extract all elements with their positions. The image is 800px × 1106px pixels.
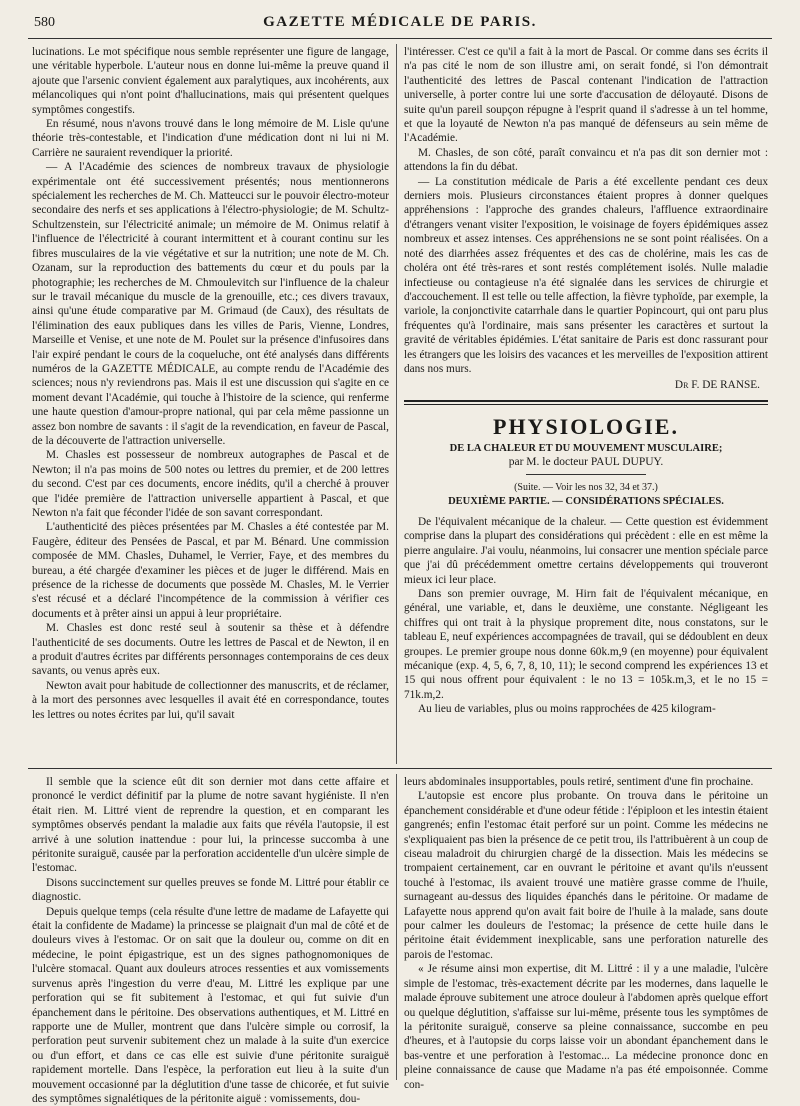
paragraph: l'intéresser. C'est ce qu'il a fait à la mort de Pascal. Or comme dans ses écrits il n'a pas cité le nom de son illustre ami, on serait fondé, si l'on démontrait l'authenticité des lettres de Pascal contenant l'indication de l'attraction universelle, à porter contre lui une sorte d'accusation de déloyauté. Disons de suite qu'un pareil soupçon répugne à l'esprit quand il s'adresse à un tel homme, et que la loyauté de Newton n'a pas manqué de défenseurs au sein même de l'Académie. <box>404 46 768 145</box>
paragraph: Newton avait pour habitude de collectionner des manuscrits, et de réclamer, à la mort des personnes avec lesquelles il avait été en correspondance, toutes les lettres ou notes écrites par lui, qu'il savait <box>32 679 389 721</box>
paragraph: L'authenticité des pièces présentées par M. Chasles a été contestée par M. Faugère, éditeur des Pensées de Pascal, et par M. Bénard. Une commission composée de MM. Chasles, Duhamel, le Verrier, Faye, et des membres du bureau, a été chargée d'examiner les pièces et de juger le différend. Mais en présence de la richesse de documents que possède M. Chasles, M. le Verrier s'est récusé et a déclaré l'incompétence de la commission à vérifier ces documents et à prêter ainsi un appui à leur propriétaire. <box>32 521 389 620</box>
physiology-top-rule-thin <box>404 404 768 405</box>
paragraph: M. Chasles est donc resté seul à soutenir sa thèse et à défendre l'authenticité de ses documents. Outre les lettres de Pascal et de Newton, il en a produit d'autres écrites par différents personnages contemporains de ces deux savants, ou venus après eux. <box>32 622 389 678</box>
journal-title: GAZETTE MÉDICALE DE PARIS. <box>263 14 537 30</box>
paragraph: Il semble que la science eût dit son dernier mot dans cette affaire et prononcé le verdict définitif par la plume de notre savant hygiéniste. Il n'en était rien. M. Littré vient de reprendre la question, et en comparant les symptômes observés pendant la maladie aux faits que révéla l'autopsie, il est arrivé à une solution inattendue : pour lui, la princesse succomba à une péritonite suraiguë, causée par la perforation accidentelle d'un ulcère simple de l'estomac. <box>32 776 389 875</box>
left-column-lower <box>32 775 389 1105</box>
section-rule <box>28 768 772 769</box>
paragraph: Dans son premier ouvrage, M. Hirn fait de l'équivalent mécanique, en général, une variable, et, dans le deuxième, une constante. Négligeant les chiffres qui ont trait à la physique proprement dite, nous constatons, sur le tableau E, neuf expériences accompagnées de travail, qui se dédoublent en deux groupes. Le premier groupe nous donne 60k.m,9 (en moyenne) pour équivalent mécanique (exp. 4, 5, 6, 7, 8, 10, 11); le second comprend les expériences 13 et 15 qui nous offrent pour équivalent : le no 13 = 105k.m,3, et le no 15 = 71k.m,2. <box>404 588 768 701</box>
column-divider-top <box>396 44 397 764</box>
continuation-note: (Suite. — Voir les nos 32, 34 et 37.) <box>514 482 658 493</box>
page-header <box>0 0 800 36</box>
paragraph: — A l'Académie des sciences de nombreux travaux de physiologie expérimentale ont été successivement présentés; nous mentionnerons spécialement les recherches de M. Ch. Matteucci sur le pouvoir électro-moteur secondaire des nerfs et ses applications à l'électro-physiologie; de M. Schultz-Schultzenstein, sur l'électricité animale; un mémoire de M. Onimus relatif à l'influence de l'électricité à courant intermittent et à courant continu sur les fibres musculaires de la vie végétative et sur la nutrition; une note de M. Ch. Ozanam, sur la reproduction des battements du cœur et du pouls par la photographie; les recherches de M. Chmoulevitch sur l'influence de la chaleur sur le travail mécanique du muscle de la grenouille, etc.; ces divers travaux, ainsi qu'une étude comparative par M. Grimaud (de Caux), des résultats de l'élimination des eaux publiques dans les villes de Paris, Vienne, Londres, Marseille et Venise, et une note de M. Poulet sur la présence d'infusoires dans l'air expiré pendant le cours de la coqueluche, ont été analysés dans différents numéros de la GAZETTE MÉDICALE, au compte rendu de l'Académie des sciences; nous n'y reviendrons pas. Mais il est une discussion qui s'agite en ce moment devant l'Académie, qui touche à l'histoire de la science, qui renferme une haute question d'amour-propre national, qui par cela même passionne un assez bon nombre de savants : il s'agit de la revendication, en faveur de Pascal, de la découverte de l'attraction universelle. <box>32 161 389 447</box>
paragraph: leurs abdominales insupportables, pouls retiré, sentiment d'une fin prochaine. <box>404 776 754 788</box>
left-column-upper <box>32 45 389 763</box>
paragraph: lucinations. Le mot spécifique nous semble représenter une figure de langage, une véritable hyperbole. L'auteur nous en donne lui-même la preuve quand il ajoute que l'arsenic convient également aux paralytiques, aux incohérents, aux mélancoliques qui n'ont point d'hallucinations, mais qui présentent quelques symptômes congestifs. <box>32 46 389 116</box>
paragraph: Disons succinctement sur quelles preuves se fonde M. Littré pour établir ce diagnostic. <box>32 876 389 904</box>
paragraph: Depuis quelque temps (cela résulte d'une lettre de madame de Lafayette qui était la confidente de Madame) la princesse se plaignait d'un mal de côté et de douleurs vives à l'estomac. Or on sait que la douleur ou, comme on dit en médecine, le point épigastrique, est un des signes pathognomoniques de l'ulcère stomacal. Quant aux douleurs atroces ressenties et aux vomissements survenus après l'ingestion du verre d'eau, M. Littré les explique par une perforation qui se fit subitement à l'estomac, et qui fut suivie d'un épanchement dans le péritoine. Des observations authentiques, et M. Littré en rapporte une de Muller, montrent que dans l'ulcère simple ou corrosif, la perforation peut survenir subitement chez un malade à la suite d'un exercice ou d'un effort, et dans ce cas elle est suivie d'une péritonite suraiguë rapidement mortelle. Dans l'espèce, la perforation eut lieu à la suite d'un mouvement occasionné par la déglutition d'une tasse de chicorée, et fut suivie des symptômes signalétiques de la péritonite aiguë : vomissements, dou- <box>32 905 389 1105</box>
paragraph: En résumé, nous n'avons trouvé dans le long mémoire de M. Lisle qu'une théorie très-contestable, et l'indication d'une médication dont ni lui ni M. Carrière ne sauraient revendiquer la priorité. <box>32 118 389 159</box>
paragraph: De l'équivalent mécanique de la chaleur. — Cette question est évidemment comprise dans la plupart des considérations qui précèdent : elle en est même la pierre angulaire. J'ai voulu, néanmoins, lui consacrer une mention spéciale parce que j'ai dû précédemment omettre certains développements qui trouveront mieux ici leur place. <box>404 516 768 586</box>
section-title: PHYSIOLOGIE. <box>493 414 679 439</box>
page-number: 580 <box>34 15 55 30</box>
paragraph: « Je résume ainsi mon expertise, dit M. Littré : il y a une maladie, l'ulcère simple de l'estomac, très-exactement décrite par les modernes, dans laquelle le malade éprouve subitement une atroce douleur à l'abdomen après quelque effort ou quelque déglutition, s'affaisse sur lui-même, présente tous les symptômes de la péritonite suraiguë, conserve sa pleine connaissance, succombe en peu d'heures, et à l'autopsie du corps laisse voir un abondant épanchement dans le bas-ventre et une perforation à l'estomac... La médecine prononce donc en pleine connaissance de cause que Madame n'a pas été empoisonnée. Comme con- <box>404 963 768 1091</box>
physiology-section <box>404 412 768 763</box>
paragraph: Au lieu de variables, plus ou moins rapprochées de 425 kilogram- <box>418 703 716 716</box>
signature: Dr F. DE RANSE. <box>674 379 760 392</box>
article-title: DE LA CHALEUR ET DU MOUVEMENT MUSCULAIRE; <box>449 443 723 454</box>
paragraph: L'autopsie est encore plus probante. On trouva dans le péritoine un épanchement considérable et d'une odeur fétide : l'épiploon et les intestin étaient gangrenés; enfin l'estomac était perforé sur un point. Comme les médecins ne s'expliquaient pas bien la présence de ce petit trou, ils l'attribuèrent à un coup de ciseau maladroit du chirurgien chargé de la dissection. Mais les médecins se trompaient certainement, car en ouvrant le péritoine et avant qu'ils n'eussent touché à l'estomac, ils avaient trouvé une matière grasse comme de l'huile, surnageant au-dessus des liquides épanchés dans le péritoine. Or madame de Lafayette nous apprend qu'on avait fait boire de l'huile à la malade, sans doute pour calmer les douleurs de l'estomac; la présence de cette huile dans le péritoine était évidemment inexplicable, sans une perforation naturelle des parois de l'estomac. <box>404 790 768 961</box>
article-author: par M. le docteur PAUL DUPUY. <box>508 456 664 468</box>
physiology-top-rule <box>404 400 768 402</box>
header-rule <box>28 38 772 39</box>
right-column-lower <box>404 775 768 1091</box>
paragraph: M. Chasles, de son côté, paraît convaincu et n'a pas dit son dernier mot : attendons la fin du débat. <box>404 146 768 174</box>
paragraph: M. Chasles est possesseur de nombreux autographes de Pascal et de Newton; il n'a pas moins de 500 notes ou lettres du premier, et de 200 lettres du second. C'est par ces documents, encore inédits, qu'il a cherché à prouver que l'idée première de l'attraction universelle appartient à Pascal, et que Newton n'a fait que féconder l'idée de son savant correspondant. <box>32 449 389 519</box>
part-heading: DEUXIÈME PARTIE. — CONSIDÉRATIONS SPÉCIALES. <box>448 496 724 507</box>
column-divider-bottom <box>396 774 397 1080</box>
right-column-upper <box>404 45 768 390</box>
paragraph: — La constitution médicale de Paris a été excellente pendant ces deux derniers mois. Plusieurs circonstances étaient propres à donner quelques appréhensions : l'approche des grandes chaleurs, l'affluence extraordinaire d'étrangers venant visiter l'exposition, le voisinage de foyers épidémiques assez nombreux et assez intenses. Ces appréhensions ne se sont point réalisées. On a noté des diarrhées assez fréquentes et des cas de cholérine, mais les cas de choléra ont été très-rares et sont restés complétement isolés. Nulle maladie infectieuse ou contagieuse n'a été signalée dans les services de chirurgie et d'accouchement. Il est telle ou telle affection, la fièvre typhoïde, par exemple, la variole, la conjonctivite catarrhale dans le quartier Popincourt, qui ont paru plus fréquentes qu'à l'ordinaire, mais sans présenter les caractères et surtout la gravité de véritables épidémies. L'état sanitaire de Paris est donc rassurant pour les étrangers que les loisirs des vacances et les merveilles de l'exposition attirent dans nos murs. <box>404 175 768 375</box>
short-rule <box>526 474 646 475</box>
